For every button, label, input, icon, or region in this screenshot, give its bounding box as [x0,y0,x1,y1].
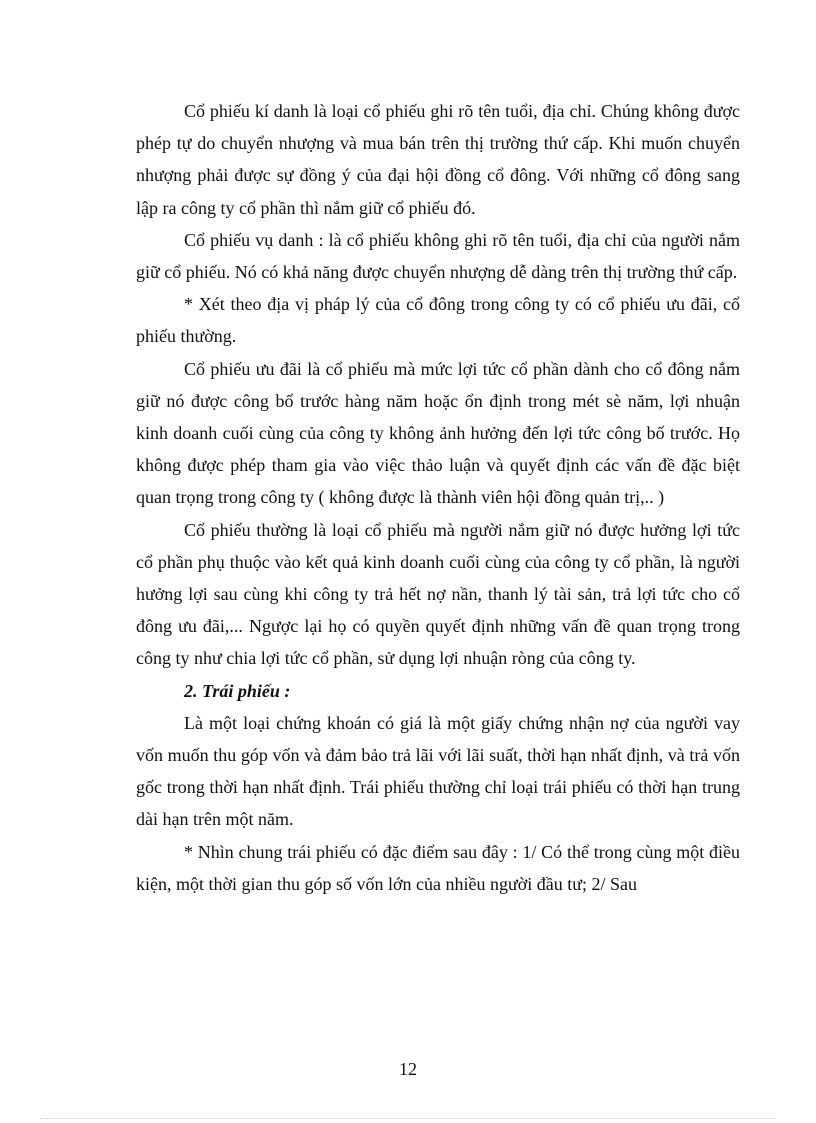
paragraph-bond-definition: Là một loại chứng khoán có giá là một giấy chứng nhận nợ của người vay vốn muốn thu góp vốn và đảm bảo trả lãi với lãi suất, thời hạn nhất định, và trả vốn gốc trong thời hạn nhất định. Trái phiếu thường chỉ loại trái phiếu có thời hạn trung dài hạn trên một năm. [136,712,740,830]
paragraph-preferred-shares: Cổ phiếu ưu đãi là cổ phiếu mà mức lợi tức cổ phần dành cho cổ đông nắm giữ nó được công bố trước hàng năm hoặc ổn định trong mét sè năm, lợi nhuận kinh doanh cuối cùng của công ty không ảnh hưởng đến lợi tức công bố trước. Họ không được phép tham gia vào việc thảo luận và quyết định các vấn đề đặc biệt quan trọng trong công ty ( không được là thành viên hội đồng quản trị,.. ) [136,358,740,508]
page-bottom-divider [40,1118,776,1119]
paragraph-common-shares: Cổ phiếu thường là loại cổ phiếu mà người nắm giữ nó được hưởng lợi tức cổ phần phụ thuộc vào kết quả kinh doanh cuối cùng của công ty cổ phần, là người hưởng lợi sau cùng khi công ty trả hết nợ nần, thanh lý tài sản, trả lợi tức cho cổ đông ưu đãi,... Ngược lại họ có quyền quyết định những vấn đề quan trọng trong công ty như chia lợi tức cổ phần, sử dụng lợi nhuận ròng của công ty. [136,519,740,669]
paragraph-registered-shares: Cổ phiếu kí danh là loại cổ phiếu ghi rõ tên tuổi, địa chỉ. Chúng không được phép tự do chuyển nhượng và mua bán trên thị trường thứ cấp. Khi muốn chuyển nhượng phải được sự đồng ý của đại hội đồng cổ đông. Với những cổ đông sang lập ra công ty cổ phần thì nắm giữ cổ phiếu đó. [136,101,740,218]
section-heading-bonds: 2. Trái phiếu : [184,680,291,701]
paragraph-bond-characteristics: * Nhìn chung trái phiếu có đặc điểm sau đây : 1/ Có thể trong cùng một điều kiện, một thời gian thu góp số vốn lớn của nhiều người đầu tư; 2/ Sau [136,841,740,894]
page-number: 12 [399,1059,417,1079]
paragraph-bearer-shares: Cổ phiếu vụ danh : là cổ phiếu không ghi rõ tên tuổi, địa chỉ của người nắm giữ cổ phiếu. Nó có khả năng được chuyển nhượng dễ dàng trên thị trường thứ cấp. [136,229,740,283]
paragraph-legal-status-criterion: * Xét theo địa vị pháp lý của cổ đông trong công ty có cổ phiếu ưu đãi, cổ phiếu thường. [136,294,740,347]
document-body [136,95,740,900]
